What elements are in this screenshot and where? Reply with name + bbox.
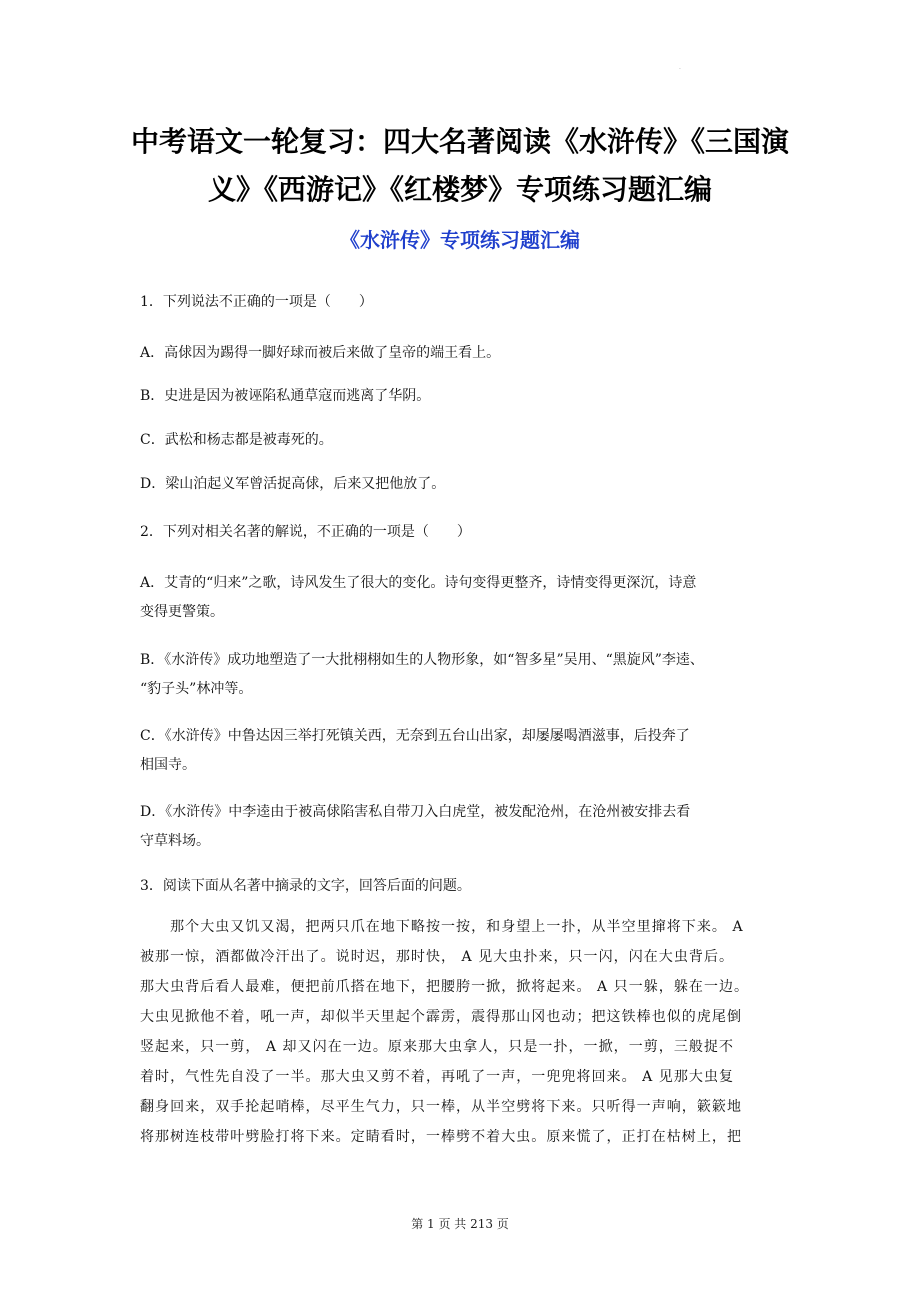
option-line: 变得更警策。 bbox=[140, 604, 224, 620]
question-2-option-a bbox=[140, 569, 790, 627]
question-1-option-b bbox=[140, 382, 790, 411]
header-dot-mark: · bbox=[679, 66, 681, 73]
option-line: B．《水浒传》成功地塑造了一大批栩栩如生的人物形象，如“智多星”吴用、“黑旋风”李逵、 bbox=[140, 652, 704, 668]
passage-line: 大虫见掀他不着，吼一声，却似半天里起个霹雳，震得那山冈也动；把这铁棒也似的虎尾倒 bbox=[140, 1009, 742, 1025]
question-1-option-c bbox=[140, 426, 790, 455]
option-line: A．高俅因为踢得一脚好球而被后来做了皇帝的端王看上。 bbox=[140, 345, 501, 361]
question-1-option-d bbox=[140, 470, 790, 499]
reading-passage bbox=[140, 912, 792, 1152]
option-line: C．武松和杨志都是被毒死的。 bbox=[140, 432, 333, 448]
question-1-stem: 1．下列说法不正确的一项是（ ） bbox=[140, 294, 373, 310]
question-2-option-b bbox=[140, 646, 790, 704]
option-line: 相国寺。 bbox=[140, 757, 196, 773]
passage-line: 将那树连枝带叶劈脸打将下来。定睛看时，一棒劈不着大虫。原来慌了，正打在枯树上，把 bbox=[140, 1129, 742, 1145]
option-line: 守草料场。 bbox=[140, 833, 210, 849]
question-1-option-a bbox=[140, 339, 790, 368]
option-line: B．史进是因为被诬陷私通草寇而逃离了华阴。 bbox=[140, 388, 431, 404]
question-2-option-c bbox=[140, 722, 790, 780]
option-line: D．《水浒传》中李逵由于被高俅陷害私自带刀入白虎堂，被发配沧州，在沧州被安排去看 bbox=[140, 804, 691, 820]
passage-line: 那大虫背后看人最难，便把前爪搭在地下，把腰胯一掀，掀将起来。 A 只一躲，躲在一边。 bbox=[140, 979, 750, 995]
passage-line: 竖起来，只一剪， A 却又闪在一边。原来那大虫拿人，只是一扑，一掀，一剪，三般捉不 bbox=[140, 1039, 735, 1055]
option-line: D．梁山泊起义军曾活捉高俅，后来又把他放了。 bbox=[140, 476, 446, 492]
option-line: C．《水浒传》中鲁达因三举打死镇关西，无奈到五台山出家，却屡屡喝酒滋事，后投奔了 bbox=[140, 728, 690, 744]
question-2-option-d bbox=[140, 798, 790, 856]
passage-line: 着时，气性先自没了一半。那大虫又剪不着，再吼了一声，一兜兜将回来。 A 见那大虫复 bbox=[140, 1069, 735, 1085]
option-line: “豹子头”林冲等。 bbox=[140, 681, 253, 697]
passage-line: 那个大虫又饥又渴，把两只爪在地下略按一按，和身望上一扑，从半空里撺将下来。 A bbox=[140, 919, 744, 935]
question-3-stem: 3．阅读下面从名著中摘录的文字，回答后面的问题。 bbox=[140, 878, 471, 894]
section-subtitle: 《水浒传》专项练习题汇编 bbox=[340, 228, 580, 252]
title-line-1: 中考语文一轮复习：四大名著阅读《水浒传》《三国演 bbox=[130, 125, 789, 158]
passage-line: 翻身回来，双手抡起哨棒，尽平生气力，只一棒，从半空劈将下来。只听得一声响，簌簌地 bbox=[140, 1099, 742, 1115]
option-line: A．艾青的“归来”之歌，诗风发生了很大的变化。诗句变得更整齐，诗情变得更深沉，诗意 bbox=[140, 575, 697, 591]
document-title bbox=[100, 118, 820, 214]
page-footer: 第 1 页 共 213 页 bbox=[411, 1217, 509, 1231]
title-line-2: 义》《西游记》《红楼梦》专项练习题汇编 bbox=[207, 173, 712, 206]
passage-line: 被那一惊，酒都做冷汗出了。说时迟，那时快， A 见大虫扑来，只一闪，闪在大虫背后。 bbox=[140, 949, 735, 965]
question-2-stem: 2．下列对相关名著的解说，不正确的一项是（ ） bbox=[140, 524, 471, 540]
